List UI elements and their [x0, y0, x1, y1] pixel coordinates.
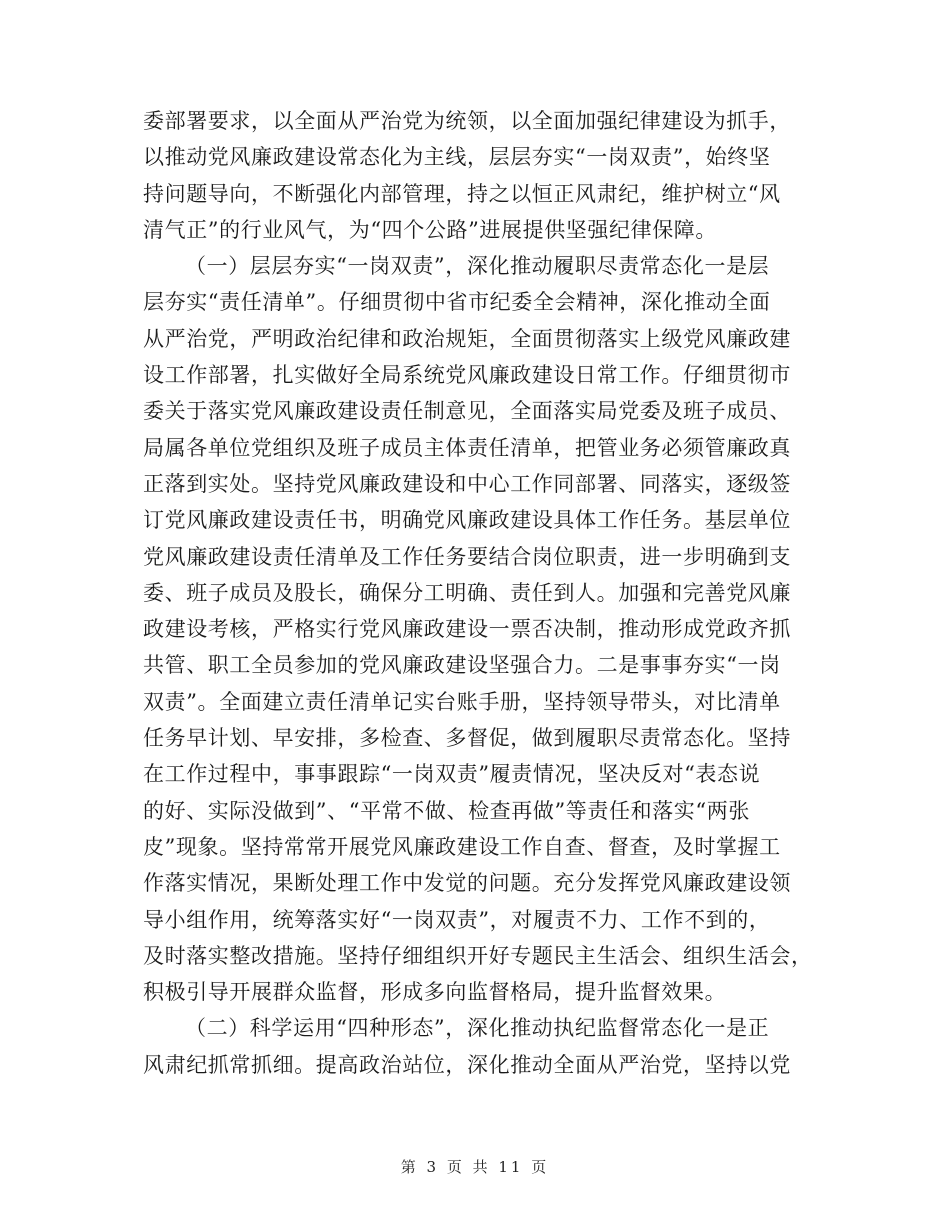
document-body: [143, 103, 813, 1083]
text-line: 任务早计划、早安排，多检查、多督促，做到履职尽责常态化。坚持: [143, 726, 791, 751]
text-line: 的好、实际没做到”、“平常不做、检查再做”等责任和落实“两张: [143, 798, 750, 823]
text-line: 双责”。全面建立责任清单记实台账手册，坚持领导带头，对比清单: [143, 689, 781, 714]
text-line: 作落实情况，果断处理工作中发觉的问题。充分发挥党风廉政建设领: [143, 871, 791, 896]
text-line: 风肃纪抓常抓细。提高政治站位，深化推动全面从严治党，坚持以党: [143, 1052, 791, 1077]
text-line: 从严治党，严明政治纪律和政治规矩，全面贯彻落实上级党风廉政建: [143, 326, 791, 351]
section-heading-line: （二）科学运用“四种形态”，深化推动执纪监督常态化一是正: [185, 1016, 770, 1041]
text-line: 政建设考核，严格实行党风廉政建设一票否决制，推动形成党政齐抓: [143, 617, 791, 642]
text-line: 在工作过程中，事事跟踪“一岗双责”履责情况，坚决反对“表态说: [143, 762, 761, 787]
text-line: 以推动党风廉政建设常态化为主线，层层夯实“一岗双责”，始终坚: [143, 145, 771, 170]
text-line: 委部署要求，以全面从严治党为统领，以全面加强纪律建设为抓手，: [143, 109, 791, 133]
text-line: 订党风廉政建设责任书，明确党风廉政建设具体工作任务。基层单位: [143, 508, 791, 533]
text-line: 积极引导开展群众监督，形成多向监督格局，提升监督效果。: [143, 980, 727, 1005]
text-line: 正落到实处。坚持党风廉政建设和中心工作同部署、同落实，逐级签: [143, 471, 791, 496]
text-line: 持问题导向，不断强化内部管理，持之以恒正风肃纪，维护树立“风: [143, 181, 781, 206]
text-line: 皮”现象。坚持常常开展党风廉政建设工作自查、督查，及时掌握工: [143, 834, 781, 859]
section-heading-line: （一）层层夯实“一岗双责”，深化推动履职尽责常态化一是层: [185, 254, 770, 279]
text-line: 设工作部署，扎实做好全局系统党风廉政建设日常工作。仔细贯彻市: [143, 363, 791, 388]
text-line: 共管、职工全员参加的党风廉政建设坚强合力。二是事事夯实“一岗: [143, 653, 781, 678]
text-line: 委关于落实党风廉政建设责任制意见，全面落实局党委及班子成员、: [143, 399, 791, 424]
text-line: 党风廉政建设责任清单及工作任务要结合岗位职责，进一步明确到支: [143, 544, 791, 569]
text-line: 导小组作用，统筹落实好“一岗双责”，对履责不力、工作不到的，: [143, 907, 771, 932]
page-number-footer: 第 3 页 共 11 页: [400, 1158, 550, 1176]
text-line: 局属各单位党组织及班子成员主体责任清单，把管业务必须管廉政真: [143, 435, 791, 460]
text-line: 委、班子成员及股长，确保分工明确、责任到人。加强和完善党风廉: [143, 580, 791, 605]
text-line: 层夯实“责任清单”。仔细贯彻中省市纪委全会精神，深化推动全面: [143, 290, 771, 315]
text-line: 清气正”的行业风气，为“四个公路”进展提供坚强纪律保障。: [143, 217, 718, 242]
text-line: 及时落实整改措施。坚持仔细组织开好专题民主生活会、组织生活会，: [143, 943, 813, 968]
